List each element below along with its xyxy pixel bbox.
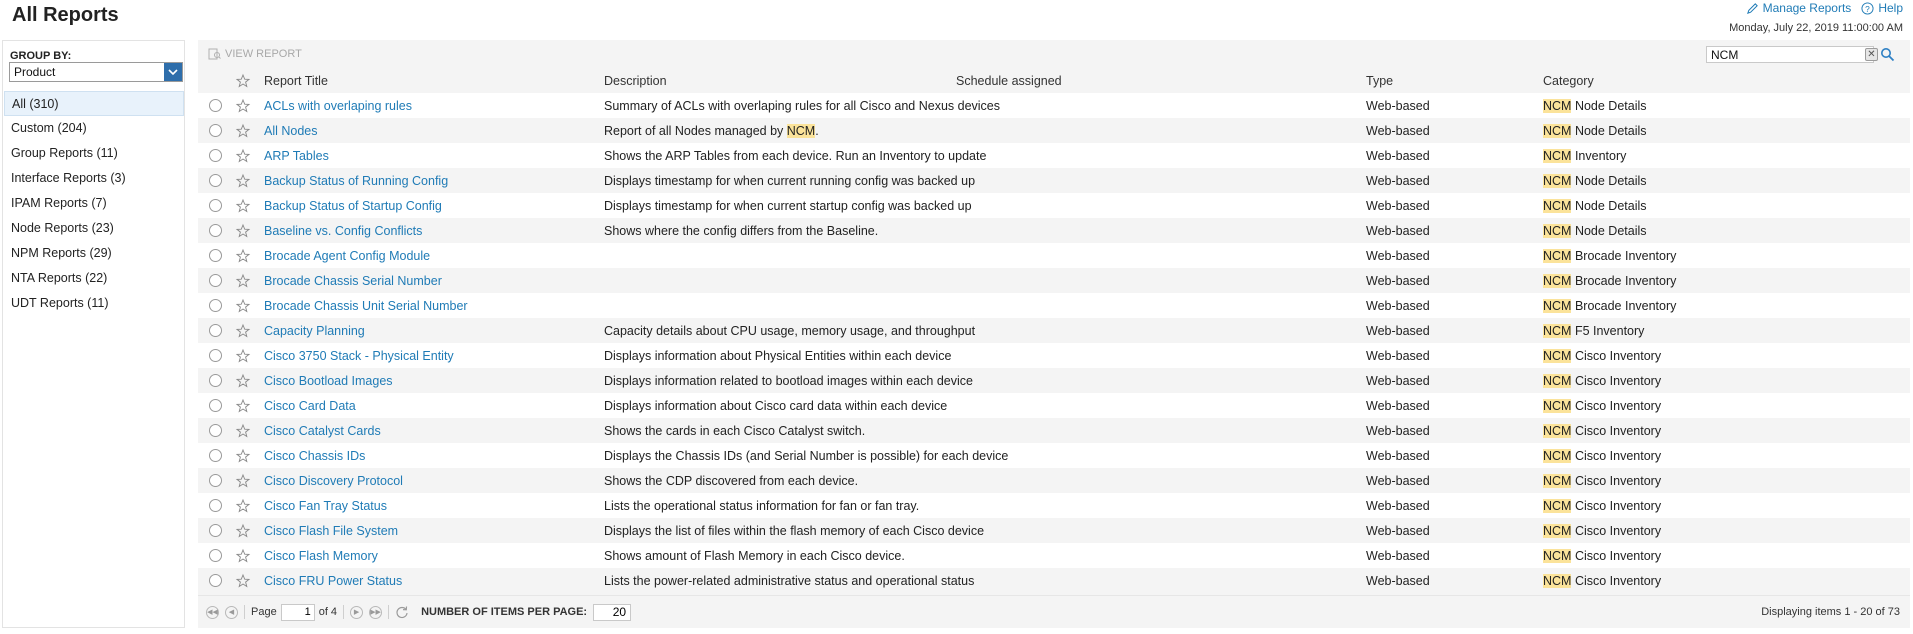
report-type: Web-based xyxy=(1366,448,1430,463)
report-category xyxy=(1543,324,1843,338)
report-title-link[interactable]: Cisco 3750 Stack - Physical Entity xyxy=(264,348,454,363)
report-type: Web-based xyxy=(1366,473,1430,488)
search-highlight: NCM xyxy=(1543,123,1572,138)
search-highlight: NCM xyxy=(1543,248,1572,263)
manage-reports-link[interactable] xyxy=(1746,1,1852,15)
table-row[interactable] xyxy=(198,468,1910,493)
page-title: All Reports xyxy=(12,4,119,26)
page-number-input[interactable] xyxy=(281,604,315,621)
help-icon xyxy=(1861,2,1874,15)
report-category xyxy=(1543,299,1843,313)
clear-search-icon[interactable]: ✕ xyxy=(1865,48,1878,61)
group-item[interactable]: All (310) xyxy=(4,91,184,116)
report-description xyxy=(604,448,1009,463)
row-select[interactable] xyxy=(198,399,222,412)
row-select[interactable] xyxy=(198,474,222,487)
search-box xyxy=(1706,46,1896,63)
group-item[interactable]: Interface Reports (3) xyxy=(11,171,126,185)
report-title-link[interactable]: Backup Status of Startup Config xyxy=(264,198,442,213)
table-row[interactable] xyxy=(198,568,1910,593)
report-title-link[interactable]: All Nodes xyxy=(264,123,318,138)
favorite-toggle[interactable] xyxy=(222,299,252,313)
radio-button[interactable] xyxy=(209,449,222,462)
report-type: Web-based xyxy=(1366,323,1430,338)
star-icon[interactable] xyxy=(236,274,250,288)
table-row[interactable] xyxy=(198,443,1910,468)
favorite-toggle[interactable] xyxy=(222,124,252,138)
category-text: Cisco Inventory xyxy=(1571,473,1662,488)
report-type: Web-based xyxy=(1366,223,1430,238)
star-icon[interactable] xyxy=(236,374,250,388)
favorite-toggle[interactable] xyxy=(222,474,252,488)
items-per-page-label: NUMBER OF ITEMS PER PAGE: xyxy=(421,606,588,618)
radio-button[interactable] xyxy=(209,174,222,187)
first-page-icon[interactable]: ◀◀ xyxy=(206,606,219,619)
category-text: Cisco Inventory xyxy=(1571,398,1662,413)
group-list xyxy=(4,91,184,316)
row-select[interactable] xyxy=(198,99,222,112)
table-row[interactable] xyxy=(198,318,1910,343)
group-item[interactable]: Custom (204) xyxy=(11,121,87,135)
star-icon[interactable] xyxy=(236,474,250,488)
description-text: Summary of ACLs with overlaping rules for all Cisco and Nexus devices xyxy=(604,98,1001,113)
report-description xyxy=(604,124,956,138)
next-page-icon[interactable]: ▶ xyxy=(350,606,363,619)
report-category xyxy=(1543,224,1843,238)
report-title-link[interactable]: ACLs with overlaping rules xyxy=(264,98,412,113)
description-text: Lists the operational status information for fan or fan tray. xyxy=(604,498,920,513)
search-input[interactable] xyxy=(1706,46,1874,63)
row-select[interactable] xyxy=(198,549,222,562)
category-text: F5 Inventory xyxy=(1571,323,1645,338)
search-highlight: NCM xyxy=(786,123,816,138)
report-title-link[interactable]: ARP Tables xyxy=(264,148,329,163)
report-description xyxy=(604,399,956,413)
report-type: Web-based xyxy=(1366,373,1430,388)
search-highlight: NCM xyxy=(1543,448,1572,463)
report-category xyxy=(1543,174,1843,188)
report-description xyxy=(604,499,956,513)
group-item[interactable]: Node Reports (23) xyxy=(11,221,114,235)
category-text: Inventory xyxy=(1571,148,1627,163)
category-text: Cisco Inventory xyxy=(1571,498,1662,513)
star-icon[interactable] xyxy=(236,224,250,238)
chevron-down-icon[interactable] xyxy=(164,63,182,81)
category-text: Cisco Inventory xyxy=(1571,348,1662,363)
category-text: Brocade Inventory xyxy=(1571,298,1677,313)
radio-button[interactable] xyxy=(209,549,222,562)
star-icon[interactable] xyxy=(236,324,250,338)
report-category xyxy=(1543,199,1843,213)
favorite-toggle[interactable] xyxy=(222,574,252,588)
favorite-toggle[interactable] xyxy=(222,399,252,413)
report-type: Web-based xyxy=(1366,298,1430,313)
report-description xyxy=(604,224,956,238)
row-select[interactable] xyxy=(198,374,222,387)
report-category xyxy=(1543,349,1843,363)
top-links xyxy=(1746,1,1903,15)
search-highlight: NCM xyxy=(1543,223,1572,238)
row-select[interactable] xyxy=(198,199,222,212)
category-text: Node Details xyxy=(1571,98,1647,113)
report-category xyxy=(1543,249,1843,263)
report-description xyxy=(604,549,956,563)
report-title-link[interactable]: Cisco Card Data xyxy=(264,398,356,413)
report-category xyxy=(1543,399,1843,413)
row-select[interactable] xyxy=(198,149,222,162)
report-category xyxy=(1543,99,1843,113)
table-row[interactable] xyxy=(198,368,1910,393)
search-highlight: NCM xyxy=(1543,398,1572,413)
category-text: Brocade Inventory xyxy=(1571,248,1677,263)
row-select[interactable] xyxy=(198,449,222,462)
search-highlight: NCM xyxy=(1543,498,1572,513)
report-title-link[interactable]: Cisco Discovery Protocol xyxy=(264,473,403,488)
row-select[interactable] xyxy=(198,499,222,512)
report-category xyxy=(1543,374,1843,388)
favorite-toggle[interactable] xyxy=(222,449,252,463)
description-text: Displays the list of files within the flash memory of each Cisco device xyxy=(604,523,985,538)
report-type: Web-based xyxy=(1366,198,1430,213)
grid-header xyxy=(198,68,1910,93)
report-category xyxy=(1543,274,1843,288)
report-description xyxy=(604,148,987,163)
star-icon[interactable] xyxy=(236,349,250,363)
search-highlight: NCM xyxy=(1543,273,1572,288)
report-type: Web-based xyxy=(1366,398,1430,413)
prev-page-icon[interactable]: ◀ xyxy=(225,606,238,619)
category-text: Cisco Inventory xyxy=(1571,423,1662,438)
report-title-link[interactable]: Brocade Agent Config Module xyxy=(264,248,431,263)
table-row[interactable] xyxy=(198,268,1910,293)
refresh-icon[interactable] xyxy=(395,605,409,619)
favorite-toggle[interactable] xyxy=(222,424,252,438)
report-description xyxy=(604,424,956,438)
star-icon[interactable] xyxy=(236,149,250,163)
report-title-link[interactable]: Cisco FRU Power Status xyxy=(264,573,403,588)
radio-button[interactable] xyxy=(209,424,222,437)
report-type: Web-based xyxy=(1366,123,1430,138)
report-description xyxy=(604,373,973,388)
search-highlight: NCM xyxy=(1543,173,1572,188)
search-highlight: NCM xyxy=(1543,98,1572,113)
report-type: Web-based xyxy=(1366,173,1430,188)
radio-button[interactable] xyxy=(209,499,222,512)
page-count: of 4 xyxy=(318,606,338,618)
category-text: Brocade Inventory xyxy=(1571,273,1677,288)
description-text: Shows the cards in each Cisco Catalyst switch. xyxy=(604,423,866,438)
report-type: Web-based xyxy=(1366,348,1430,363)
row-select[interactable] xyxy=(198,274,222,287)
category-text: Cisco Inventory xyxy=(1571,448,1662,463)
search-highlight: NCM xyxy=(1543,423,1572,438)
report-category xyxy=(1543,449,1843,463)
row-select[interactable] xyxy=(198,349,222,362)
report-description xyxy=(604,173,976,188)
table-row[interactable] xyxy=(198,293,1910,318)
svg-text:?: ? xyxy=(1865,3,1871,14)
star-icon[interactable] xyxy=(236,124,250,138)
search-highlight: NCM xyxy=(1543,148,1572,163)
category-text: Cisco Inventory xyxy=(1571,523,1662,538)
report-description xyxy=(604,573,975,588)
report-description xyxy=(604,349,956,363)
report-title-link[interactable]: Cisco Bootload Images xyxy=(264,373,393,388)
favorite-toggle[interactable] xyxy=(222,174,252,188)
radio-button[interactable] xyxy=(209,349,222,362)
report-title-link[interactable]: Cisco Flash File System xyxy=(264,523,399,538)
radio-button[interactable] xyxy=(209,474,222,487)
items-per-page-input[interactable] xyxy=(593,604,631,621)
favorite-toggle[interactable] xyxy=(222,224,252,238)
favorite-toggle[interactable] xyxy=(222,199,252,213)
star-icon[interactable] xyxy=(236,99,250,113)
description-text: Displays the Chassis IDs (and Serial Number is possible) for each device xyxy=(604,448,1009,463)
star-icon[interactable] xyxy=(236,299,250,313)
star-icon[interactable] xyxy=(236,399,250,413)
row-select[interactable] xyxy=(198,249,222,262)
report-title-link[interactable]: Cisco Flash Memory xyxy=(264,548,378,563)
row-select[interactable] xyxy=(198,174,222,187)
radio-button[interactable] xyxy=(209,249,222,262)
table-row[interactable] xyxy=(198,218,1910,243)
description-text: Capacity details about CPU usage, memory usage, and throughput xyxy=(604,323,976,338)
description-text: Displays timestamp for when current running config was backed up xyxy=(604,173,976,188)
pager-divider xyxy=(388,605,389,619)
view-report-icon xyxy=(208,48,221,60)
row-select[interactable] xyxy=(198,524,222,537)
favorite-toggle[interactable] xyxy=(222,349,252,363)
table-row[interactable] xyxy=(198,518,1910,543)
search-highlight: NCM xyxy=(1543,373,1572,388)
report-category xyxy=(1543,499,1843,513)
column-header-type[interactable]: Type xyxy=(1366,73,1394,88)
report-title-link[interactable]: Cisco Chassis IDs xyxy=(264,448,366,463)
favorite-toggle[interactable] xyxy=(222,549,252,563)
view-report-label: VIEW REPORT xyxy=(225,48,302,60)
star-icon xyxy=(236,74,250,88)
radio-button[interactable] xyxy=(209,224,222,237)
radio-button[interactable] xyxy=(209,99,222,112)
table-row[interactable] xyxy=(198,193,1910,218)
search-icon[interactable] xyxy=(1880,47,1895,62)
reports-panel xyxy=(198,40,1910,628)
report-title-link[interactable]: Backup Status of Running Config xyxy=(264,173,449,188)
favorite-toggle[interactable] xyxy=(222,274,252,288)
manage-reports-label: Manage Reports xyxy=(1762,1,1852,15)
report-description xyxy=(604,523,985,538)
description-text: Shows the ARP Tables from each device. Run an Inventory to update xyxy=(604,148,987,163)
last-page-icon[interactable]: ▶▶ xyxy=(369,606,382,619)
star-icon[interactable] xyxy=(236,174,250,188)
pencil-icon xyxy=(1746,2,1759,15)
radio-button[interactable] xyxy=(209,299,222,312)
row-select[interactable] xyxy=(198,299,222,312)
grid-body xyxy=(198,93,1910,593)
table-row[interactable] xyxy=(198,543,1910,568)
group-item[interactable]: NPM Reports (29) xyxy=(11,246,112,260)
category-text: Node Details xyxy=(1571,173,1647,188)
report-type: Web-based xyxy=(1366,98,1430,113)
group-by-sidebar xyxy=(2,40,185,628)
row-select[interactable] xyxy=(198,424,222,437)
category-text: Node Details xyxy=(1571,123,1647,138)
radio-button[interactable] xyxy=(209,124,222,137)
favorite-toggle[interactable] xyxy=(222,374,252,388)
table-row[interactable] xyxy=(198,168,1910,193)
search-highlight: NCM xyxy=(1543,473,1572,488)
report-type: Web-based xyxy=(1366,523,1430,538)
report-type: Web-based xyxy=(1366,573,1430,588)
report-category xyxy=(1543,124,1843,138)
radio-button[interactable] xyxy=(209,574,222,587)
description-text: Displays timestamp for when current startup config was backed up xyxy=(604,198,972,213)
report-category xyxy=(1543,424,1843,438)
radio-button[interactable] xyxy=(209,274,222,287)
favorite-toggle[interactable] xyxy=(222,324,252,338)
description-text: Displays information about Physical Entities within each device xyxy=(604,348,952,363)
group-by-select[interactable] xyxy=(9,62,183,82)
radio-button[interactable] xyxy=(209,399,222,412)
star-icon[interactable] xyxy=(236,199,250,213)
report-description xyxy=(604,323,976,338)
column-header-category[interactable]: Category xyxy=(1543,73,1594,88)
report-title-link[interactable]: Brocade Chassis Unit Serial Number xyxy=(264,298,468,313)
row-select[interactable] xyxy=(198,324,222,337)
favorite-toggle[interactable] xyxy=(222,149,252,163)
column-header-description[interactable]: Description xyxy=(604,73,667,88)
report-category xyxy=(1543,549,1843,563)
report-type: Web-based xyxy=(1366,548,1430,563)
star-icon[interactable] xyxy=(236,249,250,263)
description-text: Shows amount of Flash Memory in each Cisco device. xyxy=(604,548,905,563)
report-title-link[interactable]: Brocade Chassis Serial Number xyxy=(264,273,442,288)
radio-button[interactable] xyxy=(209,524,222,537)
star-icon[interactable] xyxy=(236,449,250,463)
toolbar xyxy=(198,40,1910,68)
report-category xyxy=(1543,474,1843,488)
help-label: Help xyxy=(1878,1,1903,15)
displaying-items: Displaying items 1 - 20 of 73 xyxy=(1761,606,1900,618)
report-type: Web-based xyxy=(1366,148,1430,163)
description-text: Shows where the config differs from the Baseline. xyxy=(604,223,879,238)
favorite-column-header xyxy=(222,74,252,88)
report-description xyxy=(604,198,972,213)
table-row[interactable] xyxy=(198,418,1910,443)
group-item[interactable]: Group Reports (11) xyxy=(11,146,118,160)
row-select[interactable] xyxy=(198,574,222,587)
report-title-link[interactable]: Cisco Catalyst Cards xyxy=(264,423,381,438)
category-text: Cisco Inventory xyxy=(1571,373,1662,388)
favorite-toggle[interactable] xyxy=(222,524,252,538)
report-category xyxy=(1543,574,1843,588)
report-title-link[interactable]: Capacity Planning xyxy=(264,323,365,338)
help-link[interactable] xyxy=(1861,1,1903,15)
description-text: Displays information related to bootload images within each device xyxy=(604,373,973,388)
star-icon[interactable] xyxy=(236,499,250,513)
radio-button[interactable] xyxy=(209,199,222,212)
star-icon[interactable] xyxy=(236,524,250,538)
table-row[interactable] xyxy=(198,343,1910,368)
search-highlight: NCM xyxy=(1543,323,1572,338)
radio-button[interactable] xyxy=(209,149,222,162)
description-text: Displays information about Cisco card data within each device xyxy=(604,398,948,413)
group-by-label: GROUP BY: xyxy=(10,50,72,62)
description-text: Shows the CDP discovered from each device. xyxy=(604,473,859,488)
search-highlight: NCM xyxy=(1543,573,1572,588)
category-text: Node Details xyxy=(1571,198,1647,213)
report-type: Web-based xyxy=(1366,273,1430,288)
table-row[interactable] xyxy=(198,118,1910,143)
favorite-toggle[interactable] xyxy=(222,249,252,263)
reports-grid xyxy=(198,68,1910,593)
report-title-link[interactable]: Cisco Fan Tray Status xyxy=(264,498,387,513)
report-category xyxy=(1543,524,1843,538)
search-highlight: NCM xyxy=(1543,348,1572,363)
report-category xyxy=(1543,149,1843,163)
report-description xyxy=(604,474,956,488)
report-type: Web-based xyxy=(1366,423,1430,438)
row-select[interactable] xyxy=(198,224,222,237)
pager-divider xyxy=(343,605,344,619)
report-type: Web-based xyxy=(1366,248,1430,263)
page-label: Page xyxy=(251,606,277,618)
search-highlight: NCM xyxy=(1543,298,1572,313)
group-item[interactable]: NTA Reports (22) xyxy=(11,271,108,285)
description-text: Lists the power-related administrative status and operational status xyxy=(604,573,975,588)
star-icon[interactable] xyxy=(236,549,250,563)
table-row[interactable] xyxy=(198,243,1910,268)
group-item[interactable]: UDT Reports (11) xyxy=(11,296,109,310)
table-row[interactable] xyxy=(198,93,1910,118)
favorite-toggle[interactable] xyxy=(222,499,252,513)
group-item[interactable]: IPAM Reports (7) xyxy=(11,196,107,210)
report-type: Web-based xyxy=(1366,498,1430,513)
view-report-button[interactable] xyxy=(208,48,302,60)
pager-divider xyxy=(244,605,245,619)
search-highlight: NCM xyxy=(1543,548,1572,563)
description-text: . xyxy=(815,123,819,138)
search-highlight: NCM xyxy=(1543,523,1572,538)
report-title-link[interactable]: Baseline vs. Config Conflicts xyxy=(264,223,423,238)
favorite-toggle[interactable] xyxy=(222,99,252,113)
star-icon[interactable] xyxy=(236,424,250,438)
column-header-title[interactable]: Report Title xyxy=(264,73,328,88)
current-datetime: Monday, July 22, 2019 11:00:00 AM xyxy=(1729,22,1903,34)
search-highlight: NCM xyxy=(1543,198,1572,213)
radio-button[interactable] xyxy=(209,324,222,337)
category-text: Cisco Inventory xyxy=(1571,573,1662,588)
radio-button[interactable] xyxy=(209,374,222,387)
row-select[interactable] xyxy=(198,124,222,137)
description-text: Report of all Nodes managed by xyxy=(604,123,787,138)
pager xyxy=(198,595,1910,628)
table-row[interactable] xyxy=(198,493,1910,518)
category-text: Node Details xyxy=(1571,223,1647,238)
table-row[interactable] xyxy=(198,143,1910,168)
category-text: Cisco Inventory xyxy=(1571,548,1662,563)
report-description xyxy=(604,98,1001,113)
group-by-value: Product xyxy=(14,65,56,79)
column-header-schedule[interactable]: Schedule assigned xyxy=(956,73,1062,88)
table-row[interactable] xyxy=(198,393,1910,418)
star-icon[interactable] xyxy=(236,574,250,588)
